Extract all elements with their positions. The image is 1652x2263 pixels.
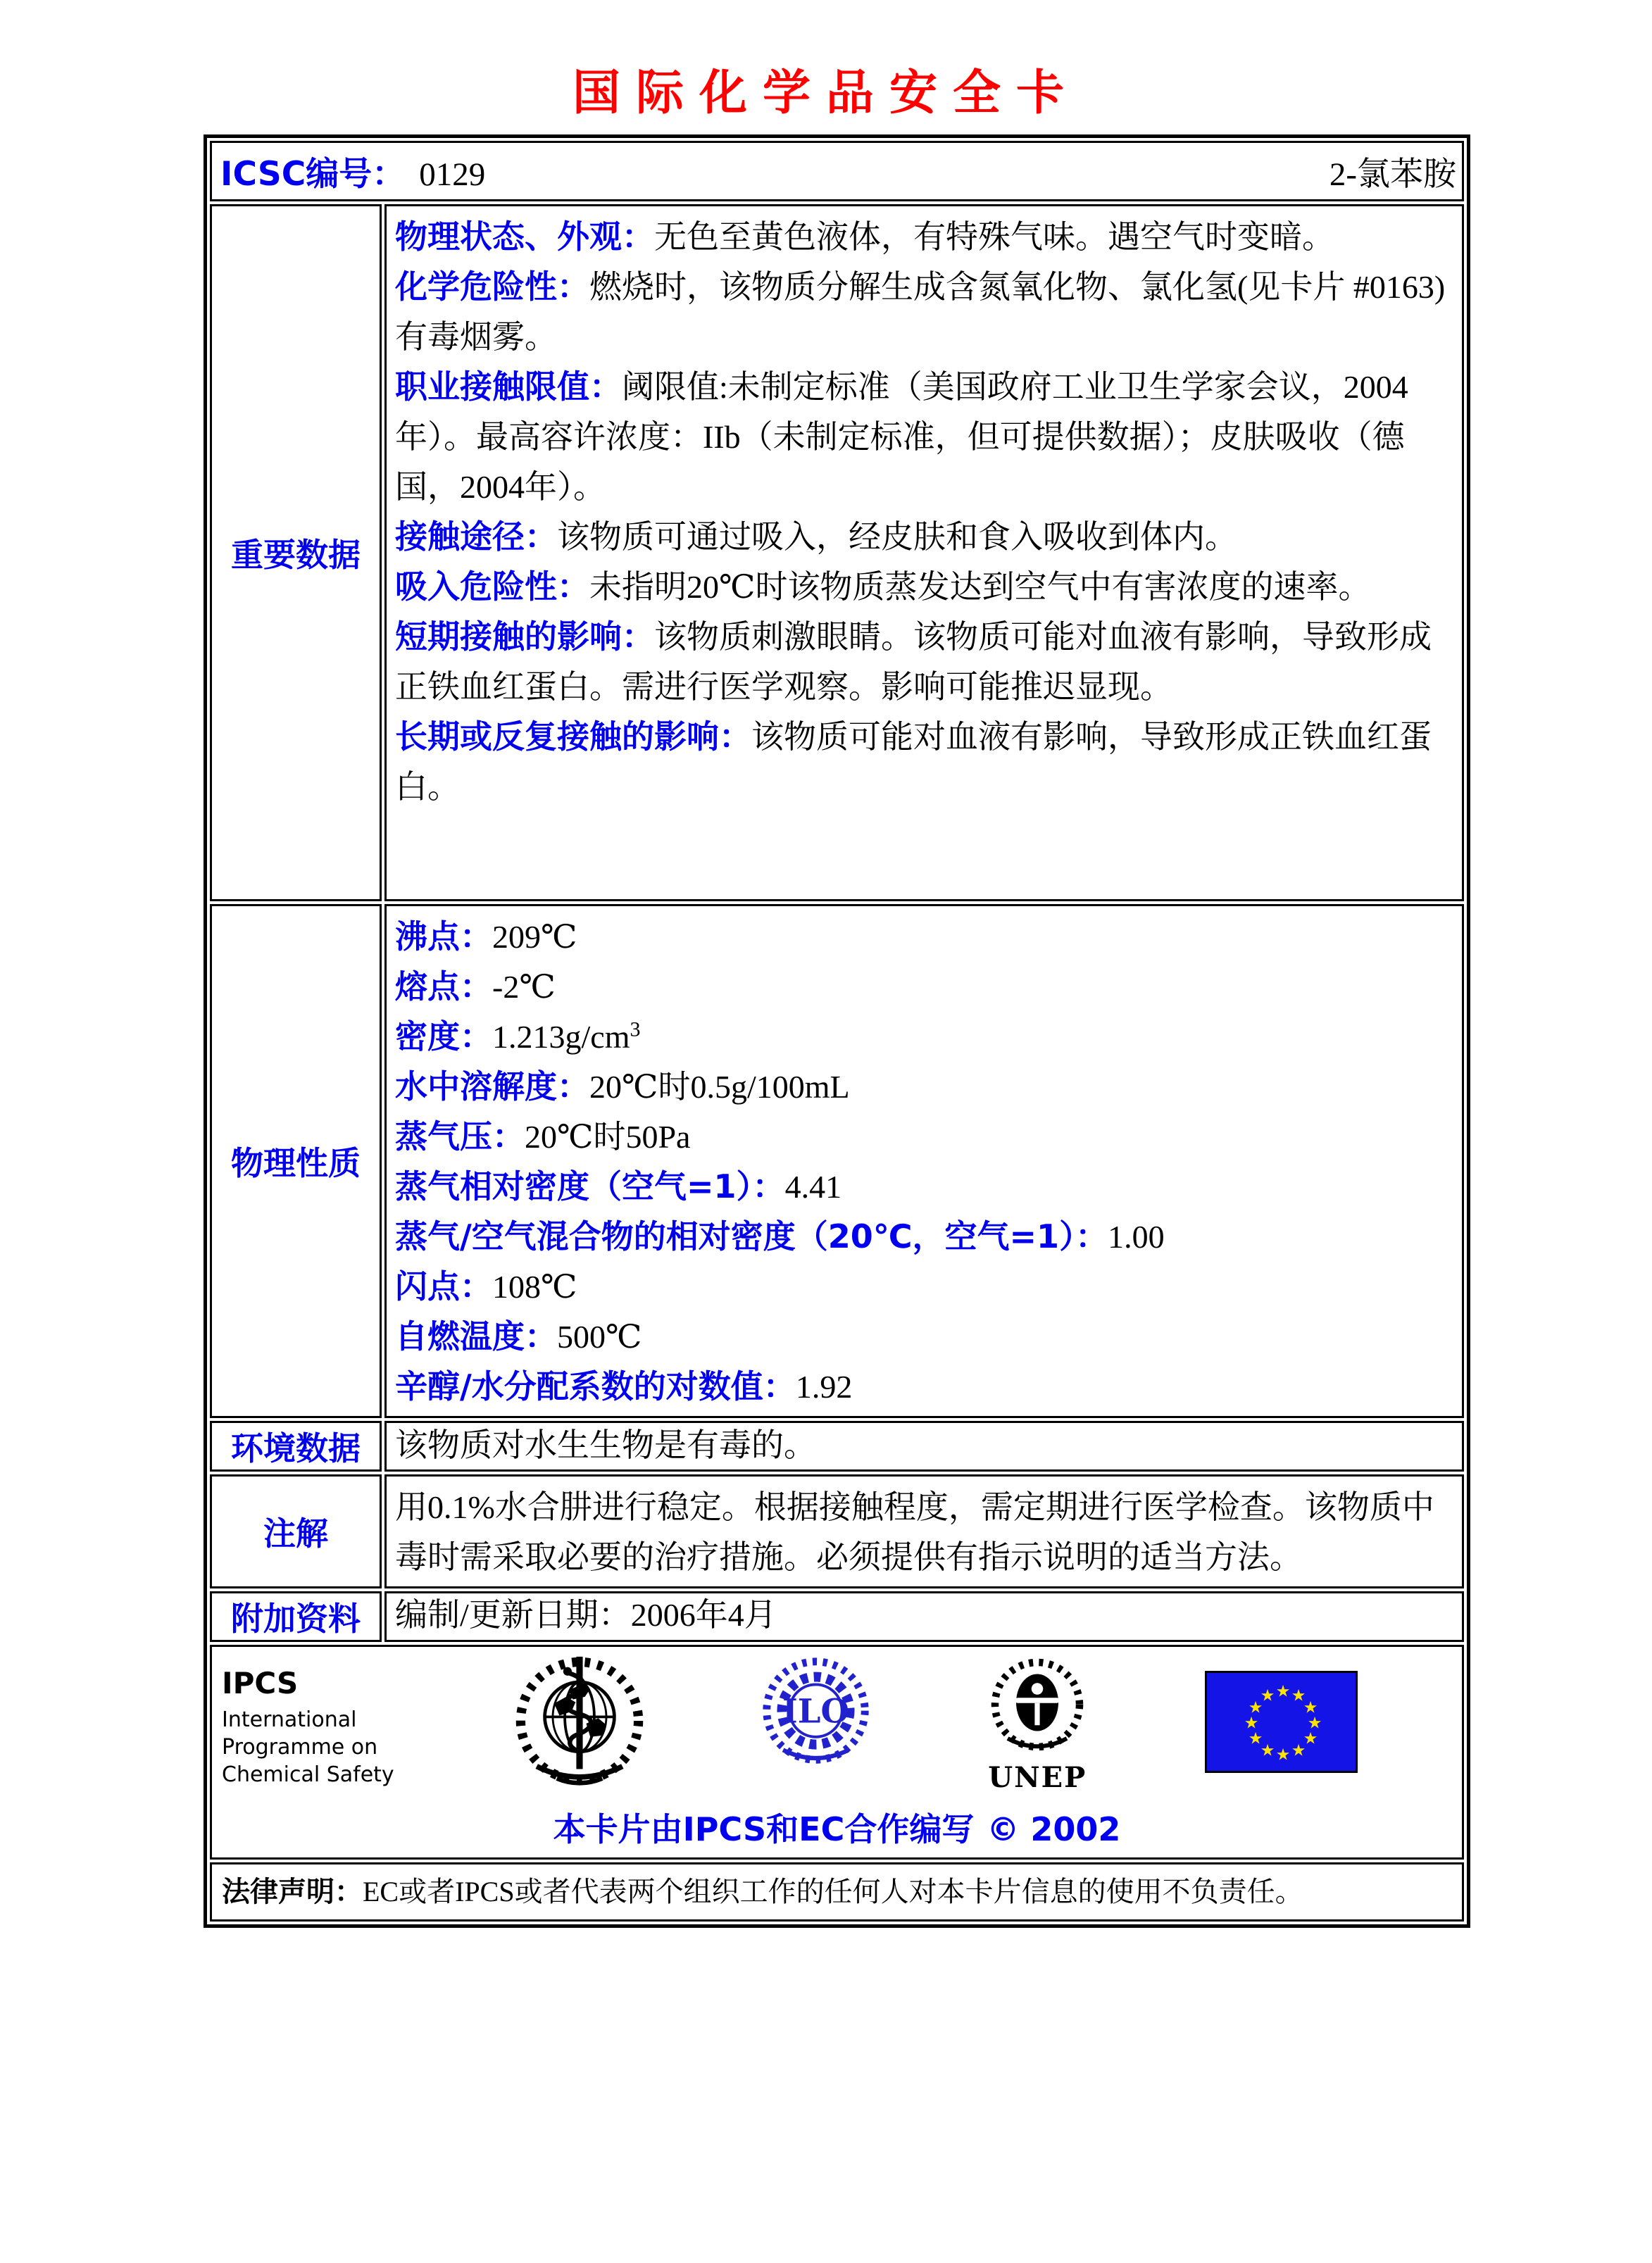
vapor-density-value: 4.41 [784,1169,842,1205]
ilo-logo-text: ILO [782,1691,849,1731]
density-line [395,1012,1452,1062]
boiling-point-value: 209℃ [492,919,577,955]
update-date-label: 编制/更新日期： [395,1597,631,1633]
physical-properties-row-label: 物理性质 [231,1144,361,1182]
long-term-effects-line [395,712,1452,812]
ilo-logo-icon [761,1654,870,1775]
ipcs-text-block [222,1654,398,1788]
icsc-number-group [220,148,485,195]
long-term-effects-text: 该物质可能对血液有影响，导致形成正铁血红蛋白。 [395,719,1432,805]
icsc-number-label: ICSC编号： [220,154,406,194]
density-superscript: 3 [630,1017,641,1041]
density-label: 密度： [395,1017,492,1055]
boiling-point-label: 沸点： [395,917,492,955]
physical-properties-row [210,904,1464,1418]
autoignition-temperature-value: 500℃ [557,1319,642,1355]
autoignition-temperature-label: 自燃温度： [395,1317,557,1355]
notes-text: 用0.1%水合肼进行稳定。根据接触程度，需定期进行医学检查。该物质中毒时需采取必要的治疗措施。必须提供有指示说明的适当方法。 [395,1489,1434,1575]
eu-star: ★ [1260,1686,1275,1705]
vapor-pressure-value: 20℃时50Pa [525,1119,691,1155]
unep-logo-icon [984,1654,1090,1760]
update-date-line [395,1596,1452,1634]
page-title: 国际化学品安全卡 [572,65,1080,121]
inhalation-risk-text: 未指明20℃时该物质蒸发达到空气中有害浓度的速率。 [589,569,1371,605]
legal-cell [210,1862,1464,1922]
icsc-table [204,134,1470,1928]
chemical-name: 2-氯苯胺 [1329,156,1456,193]
eu-star: ★ [1260,1741,1275,1760]
eu-star: ★ [1291,1741,1306,1760]
physical-state-text: 无色至黄色液体，有特殊气味。遇空气时变暗。 [654,219,1334,255]
update-date-value: 2006年4月 [630,1597,777,1633]
important-data-content [384,204,1464,901]
octanol-water-partition-value: 1.92 [795,1369,853,1405]
melting-point-value: -2℃ [492,969,556,1005]
logos-line [212,1654,1462,1793]
long-term-effects-label: 长期或反复接触的影响： [395,717,751,756]
occupational-limit-label: 职业接触限值： [395,368,622,406]
short-term-effects-label: 短期接触的影响： [395,618,654,656]
additional-info-row [210,1591,1464,1642]
eu-star: ★ [1291,1686,1306,1705]
water-solubility-line [395,1062,1452,1112]
occupational-limit-line [395,362,1452,512]
density-value: 1.213g/cm [492,1019,630,1055]
header-row [210,141,1464,201]
icsc-number-value: 0129 [419,156,486,193]
exposure-route-label: 接触途径： [395,518,557,556]
vapor-density-line [395,1162,1452,1212]
eu-star: ★ [1248,1729,1263,1748]
physical-state-label: 物理状态、外观： [395,218,654,256]
notes-row-label-cell [210,1474,382,1588]
vapor-air-mixture-density-line [395,1212,1452,1262]
eu-star: ★ [1275,1745,1291,1764]
legal-row [210,1862,1464,1922]
unep-logo-block [984,1654,1090,1793]
additional-info-row-label: 附加资料 [231,1600,361,1638]
logos-row [210,1645,1464,1860]
notes-row [210,1474,1464,1588]
ipcs-line-1: International [222,1707,357,1732]
additional-info-row-label-cell [210,1591,382,1642]
autoignition-temperature-line [395,1312,1452,1362]
header-cell [210,141,1464,201]
octanol-water-partition-label: 辛醇/水分配系数的对数值： [395,1367,796,1405]
occupational-limit-text: 阈限值:未制定标准（美国政府工业卫生学家会议，2004年）。最高容许浓度：IIb（未制定标准，但可提供数据）；皮肤吸收（德国，2004年）。 [395,369,1408,505]
eu-star: ★ [1275,1682,1291,1701]
cooperation-caption-text: 本卡片由IPCS和EC合作编写 [553,1810,975,1848]
melting-point-line [395,962,1452,1012]
notes-content [384,1474,1464,1588]
flash-point-value: 108℃ [492,1269,577,1305]
ipcs-line-2: Programme on [222,1735,378,1760]
vapor-air-mixture-density-value: 1.00 [1108,1219,1165,1255]
vapor-pressure-line [395,1112,1452,1162]
legal-label: 法律声明： [222,1876,363,1908]
environmental-data-row-label-cell [210,1421,382,1472]
copyright-text: © 2002 [987,1810,1121,1848]
flash-point-label: 闪点： [395,1267,492,1305]
octanol-water-partition-line [395,1362,1452,1412]
eu-star: ★ [1248,1698,1263,1717]
flash-point-line [395,1262,1452,1312]
additional-info-content [384,1591,1464,1642]
ipcs-line-3: Chemical Safety [222,1762,394,1787]
important-data-row-label: 重要数据 [231,536,361,574]
physical-properties-content [384,904,1464,1418]
chemical-danger-line [395,262,1452,362]
important-data-row [210,204,1464,901]
chemical-danger-label: 化学危险性： [395,268,589,306]
eu-star: ★ [1303,1729,1318,1748]
legal-line [222,1873,1303,1911]
short-term-effects-line [395,612,1452,712]
exposure-route-text: 该物质可通过吸入，经皮肤和食入吸收到体内。 [557,519,1237,555]
environmental-data-content [384,1421,1464,1472]
unep-logo-text: UNEP [988,1761,1087,1794]
exposure-route-line [395,512,1452,562]
notes-row-label: 注解 [263,1515,328,1553]
environmental-data-row-label: 环境数据 [231,1429,361,1467]
vapor-density-label: 蒸气相对密度（空气=1）： [395,1167,785,1205]
eu-flag-icon [1205,1671,1358,1773]
inhalation-risk-line [395,562,1452,612]
ipcs-acronym: IPCS [222,1666,299,1700]
cooperation-caption [212,1804,1462,1850]
eu-star: ★ [1303,1698,1318,1717]
chemical-danger-text: 燃烧时，该物质分解生成含氮氧化物、氯化氢(见卡片 #0163)有毒烟雾。 [395,269,1446,355]
water-solubility-value: 20℃时0.5g/100mL [589,1069,850,1105]
logos-cell [210,1645,1464,1860]
inhalation-risk-label: 吸入危险性： [395,568,589,606]
short-term-effects-text: 该物质刺激眼睛。该物质可能对血液有影响，导致形成正铁血红蛋白。需进行医学观察。影响可能推迟显现。 [395,619,1432,705]
boiling-point-line [395,912,1452,962]
environmental-data-text: 该物质对水生生物是有毒的。 [395,1427,816,1463]
important-data-row-label-cell [210,204,382,901]
water-solubility-label: 水中溶解度： [395,1067,589,1105]
eu-star: ★ [1244,1714,1259,1733]
melting-point-label: 熔点： [395,967,492,1005]
who-logo-icon [513,1654,646,1789]
physical-state-line [395,212,1452,262]
physical-properties-row-label-cell [210,904,382,1418]
eu-star: ★ [1307,1714,1322,1733]
legal-text: EC或者IPCS或者代表两个组织工作的任何人对本卡片信息的使用不负责任。 [363,1876,1303,1907]
vapor-air-mixture-density-label: 蒸气/空气混合物的相对密度（20℃，空气=1）： [395,1217,1108,1255]
environmental-data-row [210,1421,1464,1472]
vapor-pressure-label: 蒸气压： [395,1117,525,1155]
